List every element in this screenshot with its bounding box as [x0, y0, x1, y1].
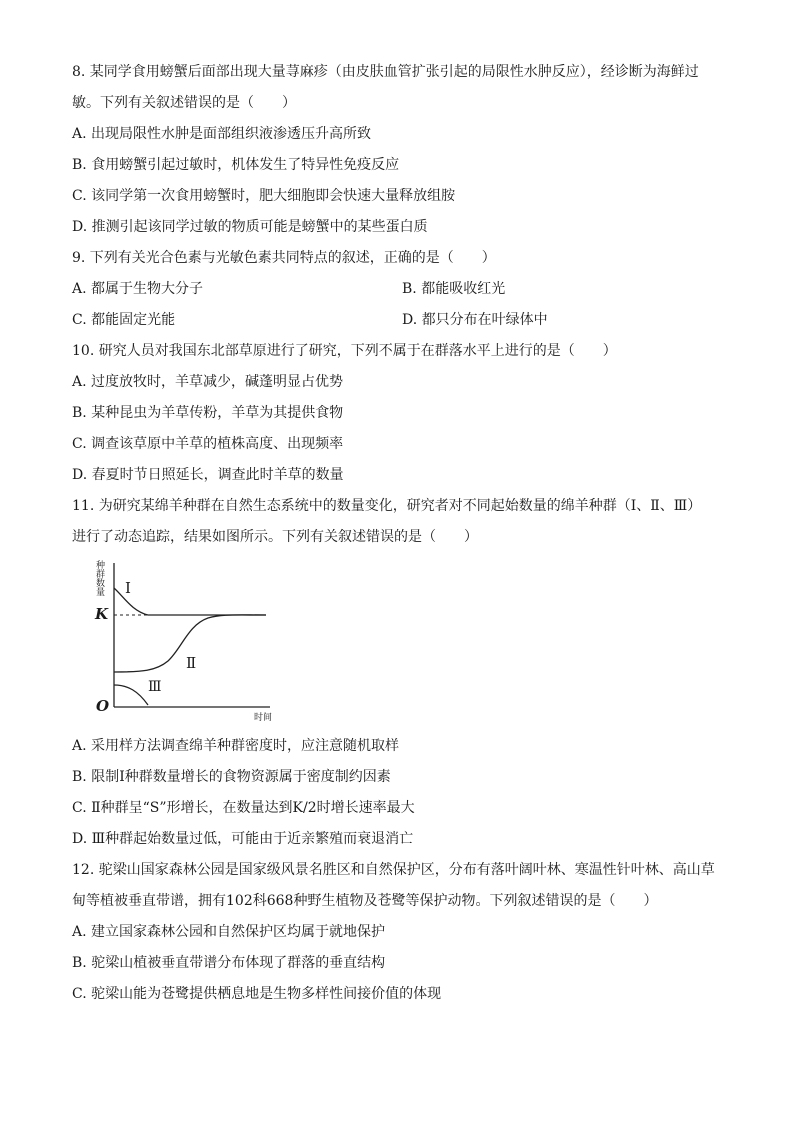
- question-11-stem-line-2: 进行了动态追踪，结果如图所示。下列有关叙述错误的是（ ）: [72, 529, 478, 545]
- y-axis-label: 种群数量: [94, 560, 104, 596]
- question-11-stem-line-1: 11. 为研究某绵羊种群在自然生态系统中的数量变化，研究者对不同起始数量的绵羊种群（Ⅰ、Ⅱ、Ⅲ）: [72, 498, 702, 514]
- curve-i-label: Ⅰ: [125, 579, 131, 597]
- question-10-option-b[interactable]: B. 某种昆虫为羊草传粉，羊草为其提供食物: [72, 405, 344, 421]
- curve-i: [114, 588, 266, 615]
- curve-iii: [114, 685, 148, 705]
- question-8-stem-line-2: 敏。下列有关叙述错误的是（ ）: [72, 95, 296, 111]
- question-8-option-c[interactable]: C. 该同学第一次食用螃蟹时，肥大细胞即会快速大量释放组胺: [72, 188, 456, 204]
- question-11-option-a[interactable]: A. 采用样方法调查绵羊种群密度时，应注意随机取样: [72, 738, 400, 754]
- question-8-option-b[interactable]: B. 食用螃蟹引起过敏时，机体发生了特异性免疫反应: [72, 157, 400, 173]
- question-10-stem: 10. 研究人员对我国东北部草原进行了研究，下列不属于在群落水平上进行的是（ ）: [72, 343, 617, 359]
- k-label: K: [95, 605, 109, 623]
- question-9: [72, 248, 732, 330]
- origin-label: O: [96, 697, 110, 715]
- question-12: [72, 860, 732, 1004]
- question-9-stem: 9. 下列有关光合色素与光敏色素共同特点的叙述，正确的是（ ）: [72, 250, 496, 266]
- question-9-option-row-1: [72, 279, 732, 299]
- question-12-stem-line-1: 12. 驼梁山国家森林公园是国家级风景名胜区和自然保护区，分布有落叶阔叶林、寒温性针叶林、高山草: [72, 862, 715, 878]
- exam-page: [72, 62, 732, 1004]
- question-12-option-c[interactable]: C. 驼梁山能为苍鹭提供栖息地是生物多样性间接价值的体现: [72, 986, 442, 1002]
- question-8: [72, 62, 732, 237]
- question-8-option-d[interactable]: D. 推测引起该同学过敏的物质可能是螃蟹中的某些蛋白质: [72, 219, 428, 235]
- question-9-option-b[interactable]: B. 都能吸收红光: [402, 281, 506, 297]
- question-9-option-a[interactable]: A. 都属于生物大分子: [72, 281, 204, 297]
- question-12-stem-line-2: 甸等植被垂直带谱，拥有102科668种野生植物及苍鹭等保护动物。下列叙述错误的是（ ）: [72, 893, 658, 909]
- question-9-option-row-2: [72, 310, 732, 330]
- question-11-option-c[interactable]: C. Ⅱ种群呈“S”形增长，在数量达到K/2时增长速率最大: [72, 800, 415, 816]
- population-growth-diagram: [84, 555, 284, 725]
- question-8-option-a[interactable]: A. 出现局限性水肿是面部组织液渗透压升高所致: [72, 126, 372, 142]
- x-axis-label: 时间: [254, 713, 273, 723]
- question-11-option-d[interactable]: D. Ⅲ种群起始数量过低，可能由于近亲繁殖而衰退消亡: [72, 831, 414, 847]
- question-10-option-d[interactable]: D. 春夏时节日照延长，调查此时羊草的数量: [72, 467, 344, 483]
- question-11-option-b[interactable]: B. 限制Ⅰ种群数量增长的食物资源属于密度制约因素: [72, 769, 391, 785]
- question-11: [72, 496, 732, 849]
- question-8-stem-line-1: 8. 某同学食用螃蟹后面部出现大量荨麻疹（由皮肤血管扩张引起的局限性水肿反应），经诊断为海鲜过: [72, 64, 699, 80]
- curve-ii-label: Ⅱ: [186, 654, 197, 672]
- question-9-option-d[interactable]: D. 都只分布在叶绿体中: [402, 312, 548, 328]
- population-growth-figure: [84, 555, 284, 725]
- question-10-option-a[interactable]: A. 过度放牧时，羊草减少，碱蓬明显占优势: [72, 374, 344, 390]
- curve-iii-label: Ⅲ: [148, 679, 162, 695]
- question-12-option-b[interactable]: B. 驼梁山植被垂直带谱分布体现了群落的垂直结构: [72, 955, 386, 971]
- question-9-option-c[interactable]: C. 都能固定光能: [72, 312, 176, 328]
- question-10: [72, 341, 732, 485]
- question-12-option-a[interactable]: A. 建立国家森林公园和自然保护区均属于就地保护: [72, 924, 386, 940]
- question-10-option-c[interactable]: C. 调查该草原中羊草的植株高度、出现频率: [72, 436, 344, 452]
